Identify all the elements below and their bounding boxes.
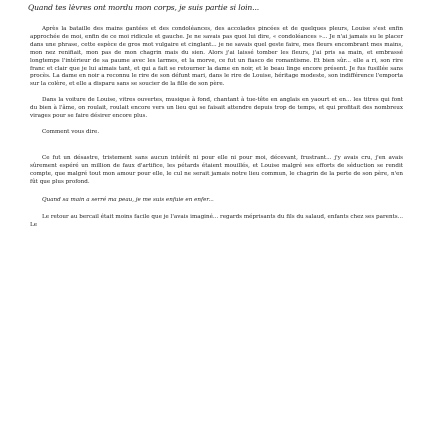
paragraph-3: Comment vous dire. — [42, 128, 100, 135]
paragraph-1: Après la bataille des mains gantées et des condoléances, des accolades pincées et de quelques pleurs, Louise s'est enfin approchée de moi, enfin de ce moi ridicule et gauche. Je ne savais pas quoi lui dire, « condoléances »... Je n'ai jamais su le placer dans une phrase, cette espèce de gros mot vulgaire et cinglant... je ne savais quel geste faire, mes fleurs encombrant mes mains, mon nez renifiait, mon pas de mon chagrin mais du sien. Alors j'ai laissé tomber les fleurs, j'ai pris sa main, et embrassé longtemps l'intérieur de sa paume avec les larmes, et la morve, ce fut un fiasco de romantisme. Et bien sûr... elle a ri, son rire franc et clair que je lui aimais tant, et qui a fait se retourner la dame en noir, et le beau linge encore présent. Je fus fusillée sans procès. La dame en noir a reconnu le rire de son défunt mari, dans le rire de Louise, héritage modeste, son indifférence l'emporta sur la colère, et elle a disparu sans se soucier de la fille de son père. — [30, 26, 403, 88]
spacer — [30, 137, 403, 155]
spacer — [30, 204, 403, 214]
spacer — [30, 187, 403, 197]
paragraph-4: Ce fut un désastre, tristement sans aucun intérêt ni pour elle ni pour moi, décevant, frustrant... j'y avais cru, j'en avais sûrement espéré un million de faux d'artifice, les pétards étaient mouillés, et Louise malgré ses efforts de séduction se rendit compte, que malgré tout mon amour pour elle, le cul ne serait jamais notre lieu commun, le chagrin de la perte de son père, n'en fût que plus profond. — [30, 154, 403, 185]
spacer — [30, 121, 403, 129]
italic-note: Quand sa main a serré ma peau, je me suis enfuie en enfer... — [42, 196, 214, 203]
paragraph-2: Dans la voiture de Louise, vitres ouvertes, musique à fond, chantant à tue-tête en anglais en yaourt et en... les titres qui font du bien à l'âme, on roulait, roulait encore vers un lieu qui se faisait attendre depuis trop de temps, et qui profitait des nombreux virages pour se faire désirer encore plus. — [30, 97, 403, 120]
closing-paragraph: Le retour au bercail était moins facile que je l'avais imaginé... regards méprisants du fils du salaud, enfants chez ses parents... Le — [30, 214, 403, 229]
page-header: Quand tes lèvres ont mordu mon corps, je suis partie si loin... — [28, 3, 260, 12]
